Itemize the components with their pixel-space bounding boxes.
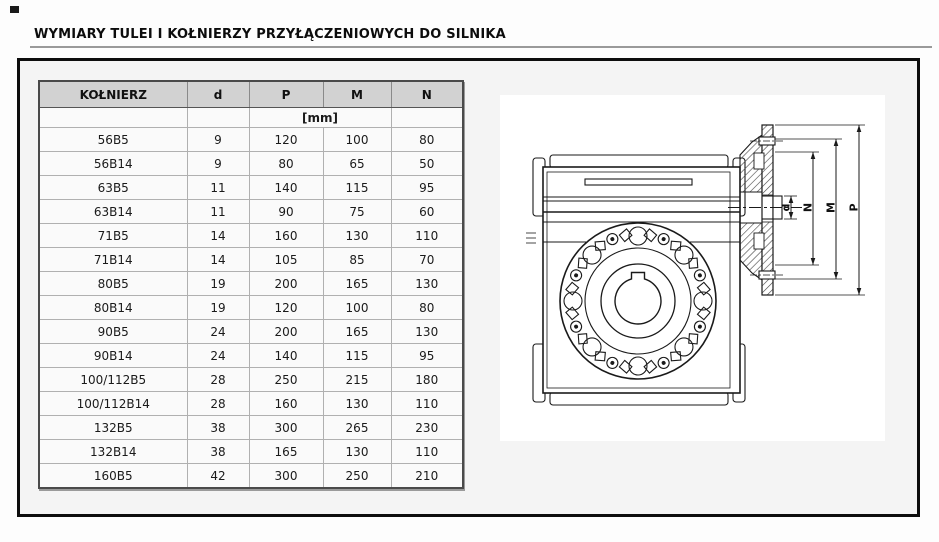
p-value-cell: 300: [249, 416, 323, 440]
p-value-cell: 200: [249, 272, 323, 296]
n-value-cell: 80: [391, 128, 463, 152]
col-header-n: N: [391, 81, 463, 108]
n-value-cell: 60: [391, 200, 463, 224]
d-value-cell: 9: [187, 152, 249, 176]
p-value-cell: 300: [249, 464, 323, 489]
m-value-cell: 215: [323, 368, 391, 392]
d-value-cell: 14: [187, 248, 249, 272]
flange-type-cell: 63B5: [39, 176, 187, 200]
dim-label-d: d: [779, 203, 793, 212]
d-value-cell: 28: [187, 368, 249, 392]
flange-type-cell: 160B5: [39, 464, 187, 489]
gearbox-technical-drawing: [500, 95, 885, 441]
p-value-cell: 160: [249, 224, 323, 248]
page-title: WYMIARY TULEI I KOŁNIERZY PRZYŁĄCZENIOWYCH DO SILNIKA: [34, 27, 506, 42]
n-value-cell: 130: [391, 320, 463, 344]
n-value-cell: 230: [391, 416, 463, 440]
d-value-cell: 24: [187, 344, 249, 368]
unit-row-empty-cell: [187, 108, 249, 128]
n-value-cell: 95: [391, 176, 463, 200]
p-value-cell: 200: [249, 320, 323, 344]
n-value-cell: 70: [391, 248, 463, 272]
col-header-m: M: [323, 81, 391, 108]
p-value-cell: 80: [249, 152, 323, 176]
table-row: [39, 200, 463, 224]
m-value-cell: 250: [323, 464, 391, 489]
flange-type-cell: 80B5: [39, 272, 187, 296]
unit-row-empty-cell: [39, 108, 187, 128]
d-value-cell: 19: [187, 272, 249, 296]
scan-artifact-mark: [10, 6, 19, 13]
dim-label-m: M: [824, 202, 838, 213]
p-value-cell: 250: [249, 368, 323, 392]
table-row: [39, 392, 463, 416]
d-value-cell: 38: [187, 440, 249, 464]
m-value-cell: 75: [323, 200, 391, 224]
p-value-cell: 140: [249, 176, 323, 200]
col-header-d: d: [187, 81, 249, 108]
gearbox-front-view: [526, 155, 745, 405]
p-value-cell: 140: [249, 344, 323, 368]
n-value-cell: 110: [391, 392, 463, 416]
d-value-cell: 19: [187, 296, 249, 320]
d-value-cell: 42: [187, 464, 249, 489]
flange-dimensions-table: [38, 80, 464, 489]
dim-label-n: N: [801, 202, 815, 213]
m-value-cell: 85: [323, 248, 391, 272]
flange-type-cell: 100/112B5: [39, 368, 187, 392]
col-header-p: P: [249, 81, 323, 108]
m-value-cell: 115: [323, 344, 391, 368]
table-row: [39, 152, 463, 176]
m-value-cell: 265: [323, 416, 391, 440]
p-value-cell: 165: [249, 440, 323, 464]
m-value-cell: 115: [323, 176, 391, 200]
table-row: [39, 320, 463, 344]
p-value-cell: 120: [249, 128, 323, 152]
flange-type-cell: 71B14: [39, 248, 187, 272]
flange-type-cell: 56B5: [39, 128, 187, 152]
n-value-cell: 80: [391, 296, 463, 320]
table-row: [39, 296, 463, 320]
table-row: [39, 176, 463, 200]
dimension-labels: [780, 202, 861, 213]
table-row: [39, 128, 463, 152]
table-row: [39, 344, 463, 368]
p-value-cell: 120: [249, 296, 323, 320]
n-value-cell: 95: [391, 344, 463, 368]
p-value-cell: 105: [249, 248, 323, 272]
flange-type-cell: 71B5: [39, 224, 187, 248]
d-value-cell: 38: [187, 416, 249, 440]
n-value-cell: 110: [391, 440, 463, 464]
table-row: [39, 464, 463, 489]
col-header-kolnierz: KOŁNIERZ: [39, 81, 187, 108]
d-value-cell: 14: [187, 224, 249, 248]
unit-row: [39, 108, 463, 128]
m-value-cell: 165: [323, 320, 391, 344]
table-row: [39, 440, 463, 464]
dim-label-p: P: [847, 203, 861, 212]
flange-type-cell: 90B5: [39, 320, 187, 344]
table-body: [39, 108, 463, 489]
n-value-cell: 130: [391, 272, 463, 296]
flange-type-cell: 132B14: [39, 440, 187, 464]
n-value-cell: 50: [391, 152, 463, 176]
content-box: [17, 58, 920, 517]
d-value-cell: 11: [187, 200, 249, 224]
table-row: [39, 416, 463, 440]
title-underline: [30, 46, 932, 48]
d-value-cell: 28: [187, 392, 249, 416]
p-value-cell: 160: [249, 392, 323, 416]
n-value-cell: 180: [391, 368, 463, 392]
unit-label: [mm]: [249, 108, 391, 128]
unit-row-empty-cell: [391, 108, 463, 128]
flange-type-cell: 80B14: [39, 296, 187, 320]
m-value-cell: 130: [323, 392, 391, 416]
m-value-cell: 130: [323, 224, 391, 248]
flange-type-cell: 100/112B14: [39, 392, 187, 416]
flange-type-cell: 90B14: [39, 344, 187, 368]
m-value-cell: 100: [323, 128, 391, 152]
n-value-cell: 210: [391, 464, 463, 489]
table-row: [39, 224, 463, 248]
top-slot: [585, 179, 692, 185]
table-row: [39, 368, 463, 392]
table-row: [39, 248, 463, 272]
m-value-cell: 65: [323, 152, 391, 176]
d-value-cell: 11: [187, 176, 249, 200]
table-header-row: [39, 81, 463, 108]
m-value-cell: 165: [323, 272, 391, 296]
flange-type-cell: 63B14: [39, 200, 187, 224]
table-row: [39, 272, 463, 296]
p-value-cell: 90: [249, 200, 323, 224]
n-value-cell: 110: [391, 224, 463, 248]
drawing-panel: [500, 95, 885, 441]
d-value-cell: 9: [187, 128, 249, 152]
m-value-cell: 100: [323, 296, 391, 320]
m-value-cell: 130: [323, 440, 391, 464]
flange-type-cell: 56B14: [39, 152, 187, 176]
flange-type-cell: 132B5: [39, 416, 187, 440]
d-value-cell: 24: [187, 320, 249, 344]
